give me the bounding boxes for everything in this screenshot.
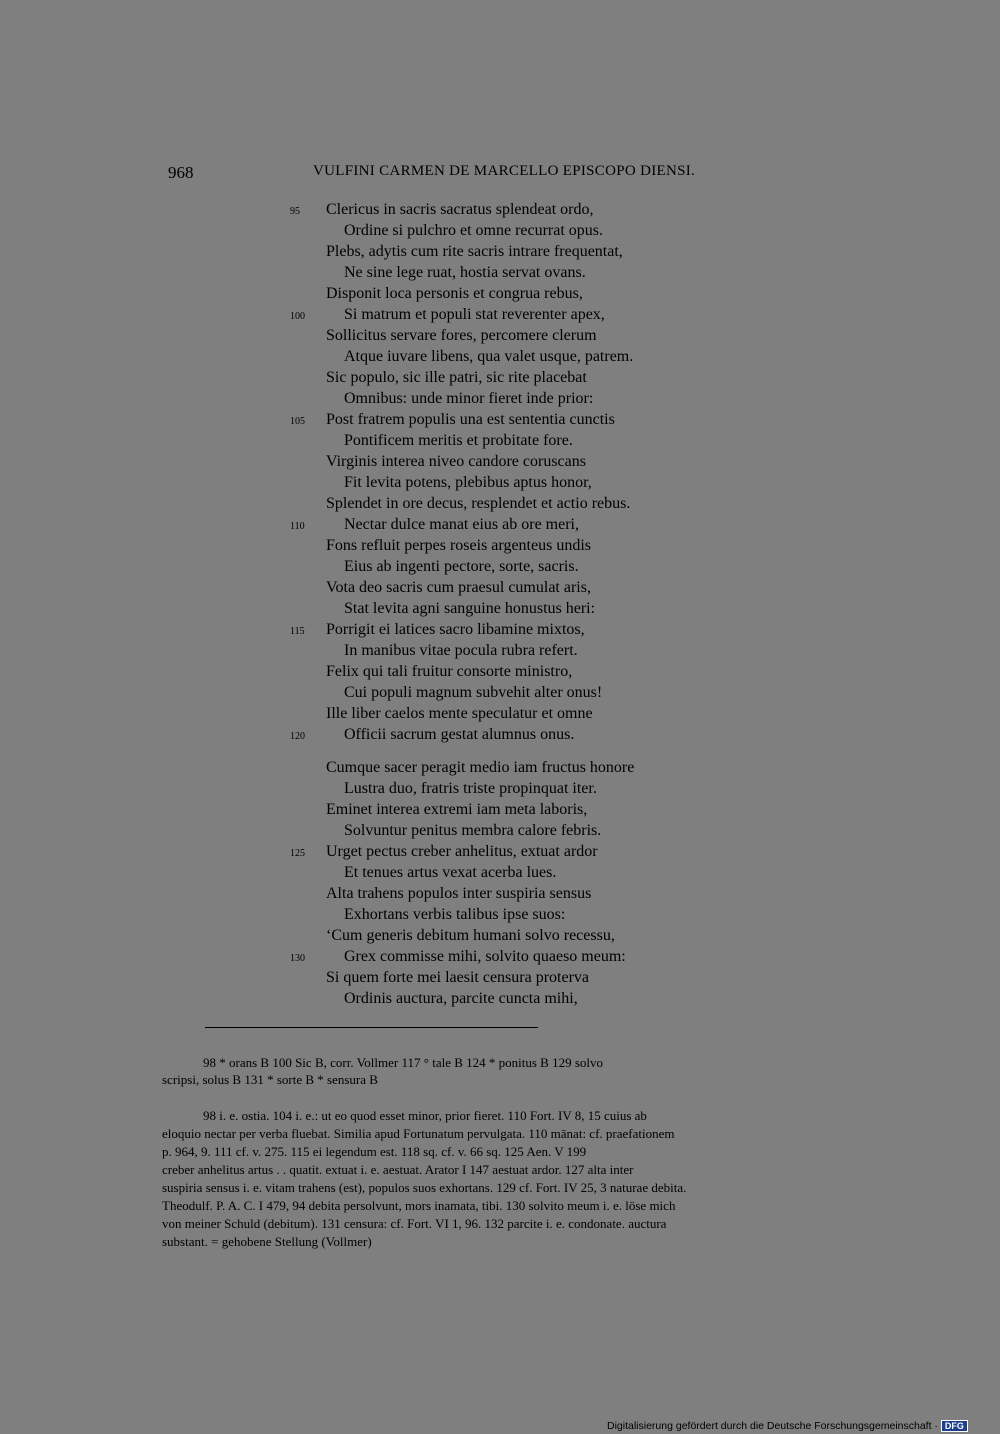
verse-line: Cui populi magnum subvehit alter onus! <box>344 684 603 701</box>
verse-line: Fit levita potens, plebibus aptus honor, <box>344 474 592 491</box>
verse-line: Sic populo, sic ille patri, sic rite placebat <box>326 369 587 386</box>
verse-line: Pontificem meritis et probitate fore. <box>344 432 573 449</box>
running-head: VULFINI CARMEN DE MARCELLO EPISCOPO DIENSI. <box>313 163 696 179</box>
commentary-line: Theodulf. P. A. C. I 479, 94 debita persolvunt, mors inamata, tibi. 130 solvito meum i. e. löse mich <box>162 1198 676 1213</box>
dfg-footer[interactable] <box>607 1420 968 1432</box>
verse-line: Porrigit ei latices sacro libamine mixtos, <box>326 621 585 638</box>
line-number: 115 <box>290 626 305 637</box>
verse-line: Clericus in sacris sacratus splendeat ordo, <box>326 201 594 218</box>
verse-line: Omnibus: unde minor fieret inde prior: <box>344 390 594 407</box>
verse-line: Officii sacrum gestat alumnus onus. <box>344 726 575 743</box>
verse-line: Sollicitus servare fores, percomere clerum <box>326 327 597 344</box>
funding-text: Digitalisierung gefördert durch die Deutsche Forschungsgemeinschaft · <box>607 1420 938 1432</box>
commentary-line: 98 i. e. ostia. 104 i. e.: ut eo quod esset minor, prior fieret. 110 Fort. IV 8, 15 cuius ab <box>203 1108 647 1123</box>
commentary-line: p. 964, 9. 111 cf. v. 275. 115 ei legendum est. 118 sq. cf. v. 66 sq. 125 Aen. V 199 <box>162 1144 587 1159</box>
line-number: 100 <box>290 311 305 322</box>
commentary-line: suspiria sensus i. e. vitam trahens (est), populos suos exhortans. 129 cf. Fort. IV 25, 3 naturae debita. <box>162 1180 687 1195</box>
verse-line: Si quem forte mei laesit censura proterva <box>326 969 590 986</box>
verse-line: Fons refluit perpes roseis argenteus undis <box>326 537 591 554</box>
commentary-line: von meiner Schuld (debitum). 131 censura: cf. Fort. VI 1, 96. 132 parcite i. e. condonate. auctura <box>162 1216 667 1231</box>
verse-line: Stat levita agni sanguine honustus heri: <box>344 600 596 617</box>
verse-line: Felix qui tali fruitur consorte ministro, <box>326 663 573 680</box>
commentary-line: creber anhelitus artus . . quatit. extuat i. e. aestuat. Arator I 147 aestuat ardor. 127 alta inter <box>162 1162 634 1177</box>
verse-line: Exhortans verbis talibus ipse suos: <box>344 906 566 923</box>
commentary-line: eloquio nectar per verba fluebat. Similia apud Fortunatum pervulgata. 110 mānat: cf. praefationem <box>162 1126 675 1141</box>
verse-line: Plebs, adytis cum rite sacris intrare frequentat, <box>326 243 623 260</box>
apparatus-line: 98 * orans B 100 Sic B, corr. Vollmer 117 ° tale B 124 * ponitus B 129 solvo <box>203 1055 604 1070</box>
verse-line: Si matrum et populi stat reverenter apex, <box>344 306 605 323</box>
verse-line: Et tenues artus vexat acerba lues. <box>344 864 557 881</box>
verse-line: Splendet in ore decus, resplendet et actio rebus. <box>326 495 631 512</box>
verse-line: In manibus vitae pocula rubra refert. <box>344 642 578 659</box>
verse-line: Alta trahens populos inter suspiria sensus <box>326 885 592 902</box>
page-number: 968 <box>168 163 194 182</box>
verse-line: Ordine si pulchro et omne recurrat opus. <box>344 222 604 239</box>
verse-line: Grex commisse mihi, solvito quaeso meum: <box>344 948 626 965</box>
verse-line: Nectar dulce manat eius ab ore meri, <box>344 516 579 533</box>
dfg-logo: DFG <box>941 1420 968 1432</box>
line-number: 130 <box>290 953 305 964</box>
verse-line: Virginis interea niveo candore coruscans <box>326 453 586 470</box>
line-number: 95 <box>290 206 300 217</box>
verse-line: Post fratrem populis una est sententia cunctis <box>326 411 615 428</box>
line-number: 125 <box>290 848 305 859</box>
verse-line: ‘Cum generis debitum humani solvo recessu, <box>326 927 615 944</box>
verse-line: Eius ab ingenti pectore, sorte, sacris. <box>344 558 579 575</box>
commentary-line: substant. = gehobene Stellung (Vollmer) <box>162 1234 372 1249</box>
line-number: 105 <box>290 416 305 427</box>
verse-line: Eminet interea extremi iam meta laboris, <box>326 801 588 818</box>
verse-line: Lustra duo, fratris triste propinquat iter. <box>344 780 597 797</box>
footnote-rule <box>205 1027 538 1028</box>
verse-line: Ille liber caelos mente speculatur et omne <box>326 705 593 722</box>
line-number: 110 <box>290 521 305 532</box>
verse-line: Cumque sacer peragit medio iam fructus honore <box>326 759 635 776</box>
apparatus-line: scripsi, solus B 131 * sorte B * sensura B <box>162 1072 378 1087</box>
verse-line: Vota deo sacris cum praesul cumulat aris, <box>326 579 591 596</box>
verse-line: Disponit loca personis et congrua rebus, <box>326 285 583 302</box>
verse-line: Ordinis auctura, parcite cuncta mihi, <box>344 990 578 1007</box>
line-number: 120 <box>290 731 305 742</box>
verse-line: Solvuntur penitus membra calore febris. <box>344 822 602 839</box>
verse-line: Atque iuvare libens, qua valet usque, patrem. <box>344 348 634 365</box>
verse-line: Urget pectus creber anhelitus, extuat ardor <box>326 843 598 860</box>
verse-line: Ne sine lege ruat, hostia servat ovans. <box>344 264 586 281</box>
